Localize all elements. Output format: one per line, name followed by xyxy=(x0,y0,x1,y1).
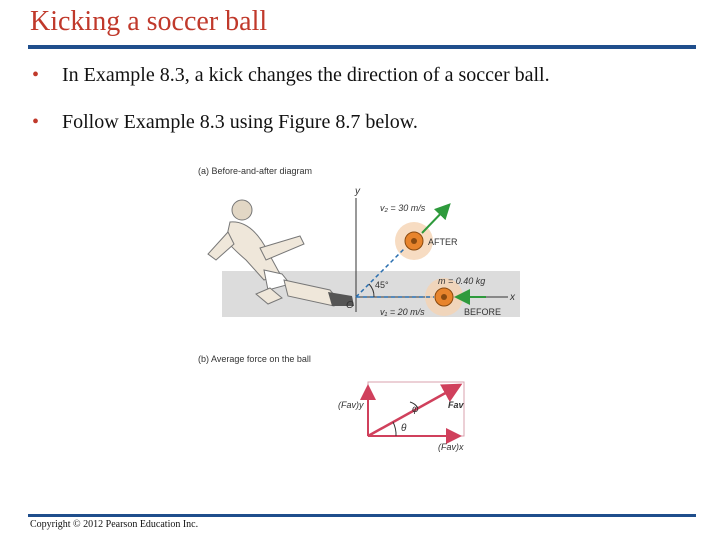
panel-a-title: (a) Before-and-after diagram xyxy=(198,166,313,176)
fav-label: Fav xyxy=(448,400,464,410)
bullet-symbol: • xyxy=(32,64,40,86)
theta-arc xyxy=(393,422,396,436)
origin-label: O xyxy=(346,300,354,311)
x-axis-label: x xyxy=(510,292,515,303)
mass-label: m = 0.40 kg xyxy=(438,276,486,286)
v2-arrow xyxy=(422,206,448,233)
phi-label: φ xyxy=(412,404,419,415)
figure-8-7 xyxy=(190,150,530,460)
bullet-item-2 xyxy=(32,111,418,134)
v1-label: v₁ = 20 m/s xyxy=(380,307,425,317)
slide-title: Kicking a soccer ball xyxy=(30,6,268,37)
soccer-ball-after-icon xyxy=(405,232,423,250)
theta-label: θ xyxy=(401,423,407,434)
angle-label: 45° xyxy=(375,280,389,290)
copyright-notice: Copyright © 2012 Pearson Education Inc. xyxy=(30,519,199,530)
bullet-symbol: • xyxy=(32,111,40,133)
after-label: AFTER xyxy=(428,237,458,247)
y-axis-label: y xyxy=(355,186,360,197)
v2-label: v₂ = 30 m/s xyxy=(380,203,426,213)
fav-x-label: (Fav)x xyxy=(438,442,464,452)
before-label: BEFORE xyxy=(464,307,502,317)
footer-divider xyxy=(28,514,696,517)
fav-y-label: (Fav)y xyxy=(338,400,364,410)
title-divider xyxy=(28,45,696,49)
bullet-text-1: In Example 8.3, a kick changes the direction of a soccer ball. xyxy=(62,64,550,86)
soccer-ball-before-icon xyxy=(435,288,453,306)
bullet-text-2: Follow Example 8.3 using Figure 8.7 below. xyxy=(62,111,418,133)
bullet-item-1 xyxy=(32,64,550,87)
panel-b-title: (b) Average force on the ball xyxy=(198,354,311,364)
